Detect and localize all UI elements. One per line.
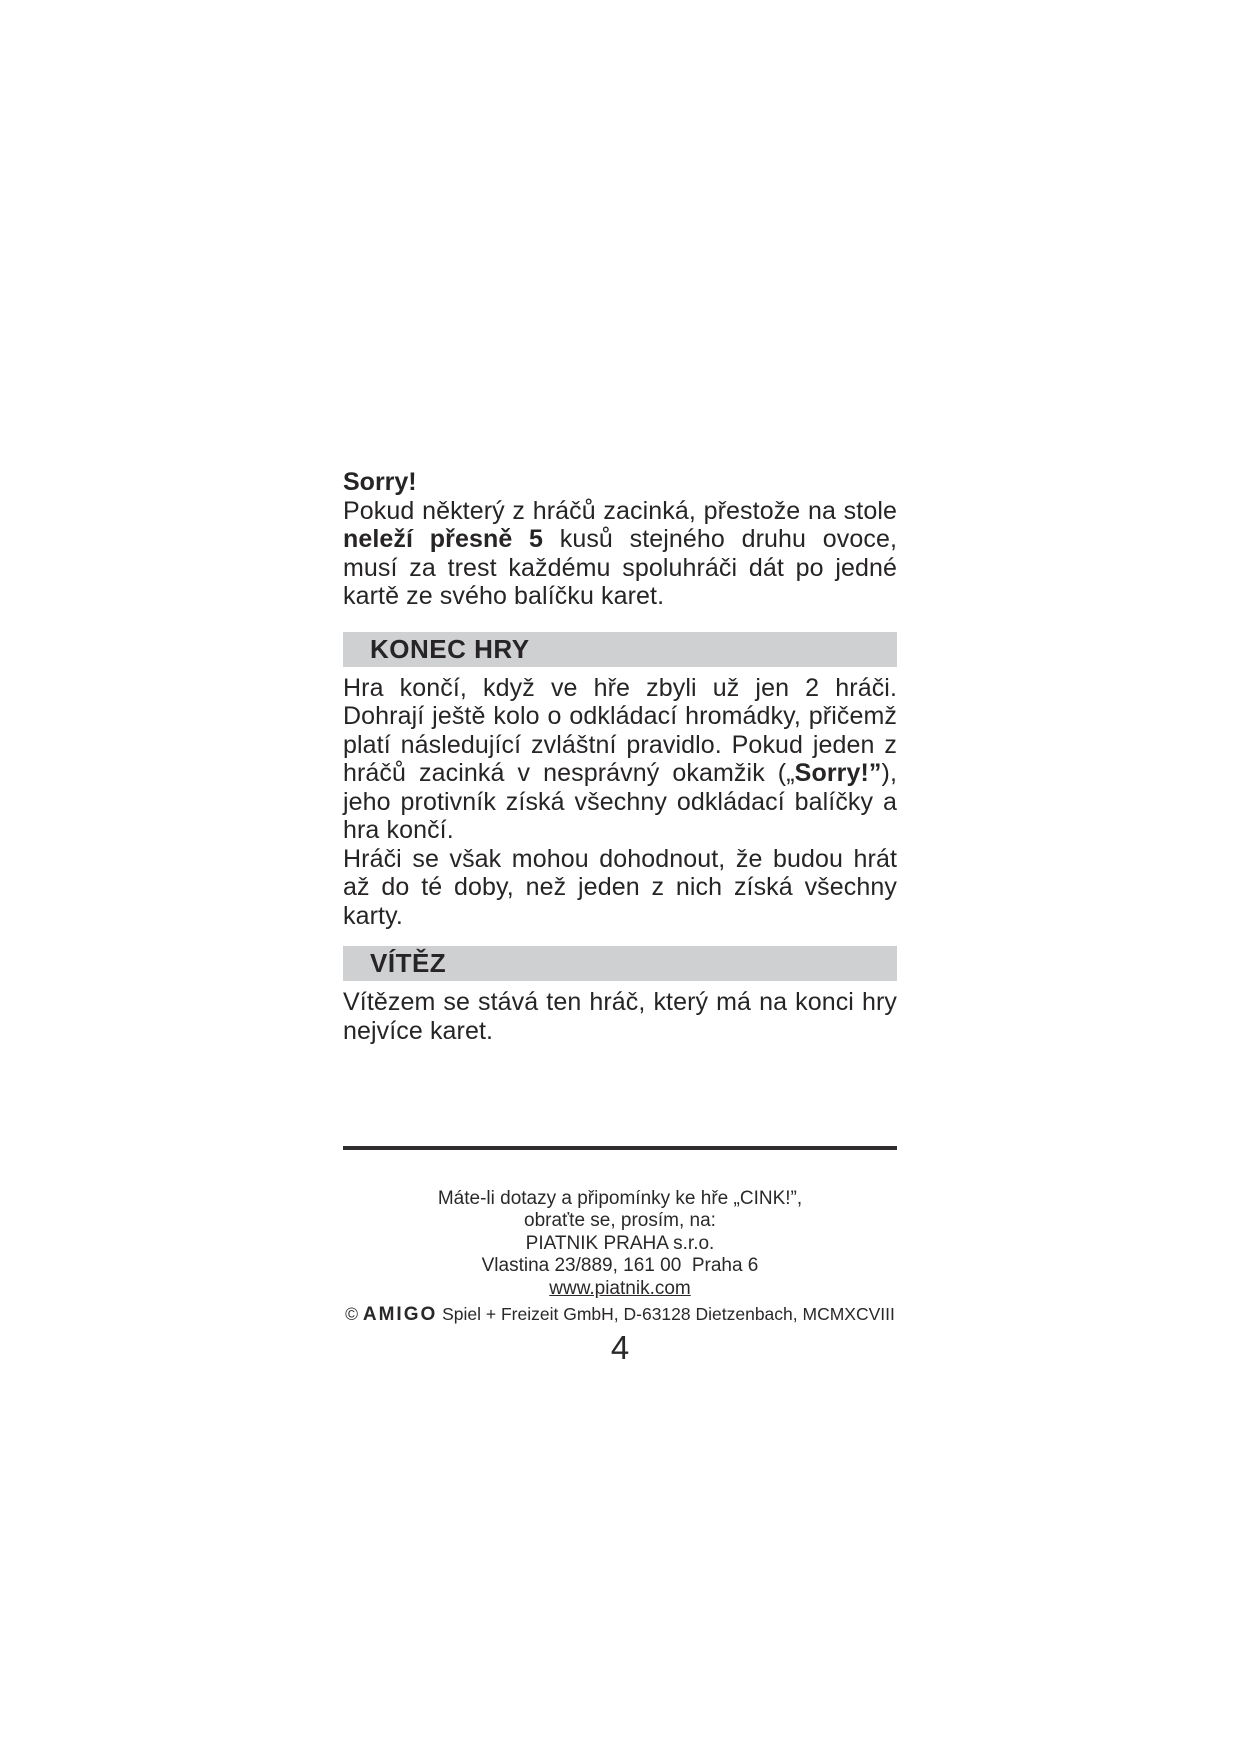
konec-hry-paragraph-1-bold: Sorry!” [794,759,882,787]
konec-hry-paragraph-2: Hráči se však mohou dohodnout, že budou hrát až do té doby, než jeden z nich získá všechny karty. [343,844,897,930]
copyright-symbol: © [345,1304,363,1325]
sorry-heading: Sorry! [343,468,417,496]
vitez-paragraph: Vítězem se stává ten hráč, který má na konci hry nejvíce karet. [343,988,897,1045]
footer-company-name: PIATNIK PRAHA s.r.o. [525,1232,715,1254]
vitez-banner-title: VÍTĚZ [370,948,447,978]
footer-address: Vlastina 23/889, 161 00 Praha 6 [481,1255,759,1277]
section-banner-vitez [343,946,897,981]
footer-divider [343,1146,897,1150]
sorry-paragraph-text: Pokud některý z hráčů zacinká, přestože na stole [343,496,897,525]
amigo-logo: AMIGO [362,1304,438,1326]
copyright-text: Spiel + Freizeit GmbH, D-63128 Dietzenbach, MCMXCVIII [437,1304,895,1325]
konec-hry-paragraph-1-text-2: ), jeho protivník získá všechny odkládací balíčky a hra končí. [343,759,897,844]
sorry-paragraph [343,497,897,611]
copyright-line [343,1303,897,1326]
section-banner-konec-hry [343,632,897,667]
sorry-paragraph-bold: neleží přesně 5 [343,525,544,553]
footer-contact-line-1: Máte-li dotazy a připomínky ke hře „CINK!”, [437,1188,803,1209]
content-column [343,468,897,1366]
page-number: 4 [610,1329,630,1367]
sorry-paragraph-text-2: kusů stejného druhu ovoce, musí za trest každému spoluhráči dát po jedné kartě ze svého balíčku karet. [343,525,897,610]
footer-contact-block [343,1188,897,1300]
konec-hry-paragraph-1 [343,674,897,845]
website-link[interactable]: www.piatnik.com [549,1277,691,1299]
footer-website-line [343,1278,897,1300]
konec-hry-banner-title: KONEC HRY [370,633,530,664]
konec-hry-paragraph-1-text: Hra končí, když ve hře zbyli už jen 2 hráči. Dohrají ještě kolo o odkládací hromádky, přičemž platí následující zvláštní pravidlo. Pokud jeden z hráčů zacinká v nesprávný okamžik („ [343,673,897,787]
footer-contact-line-2: obraťte se, prosím, na: [524,1210,716,1232]
